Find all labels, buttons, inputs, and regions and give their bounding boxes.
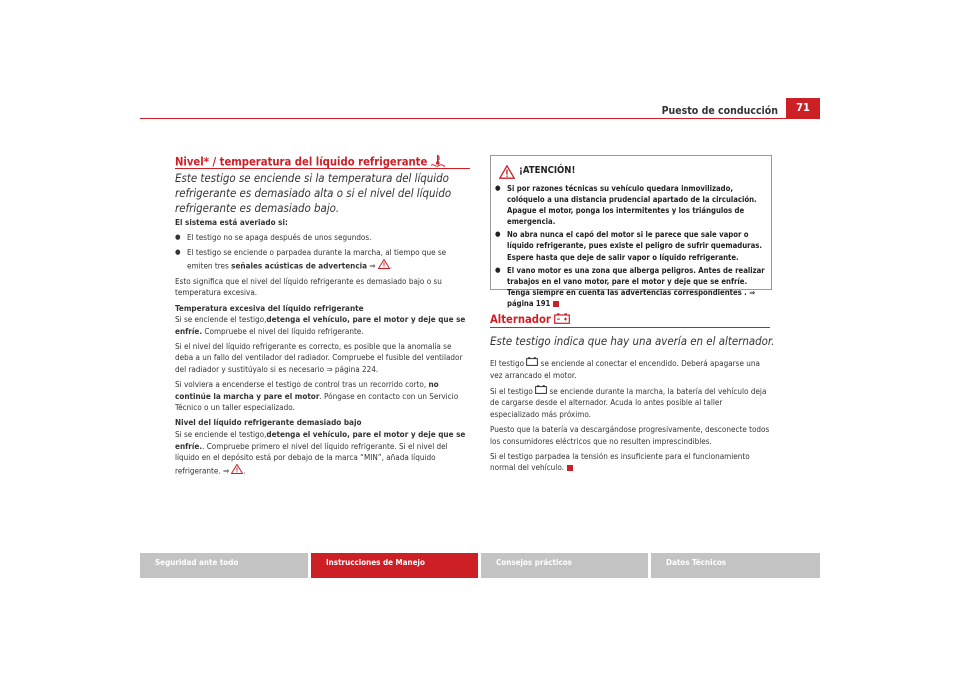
temp-text: Compruebe el nivel del líquido refrigerante. <box>202 325 364 336</box>
warning-triangle-icon <box>231 464 246 478</box>
again-paragraph <box>175 379 470 414</box>
warning-body <box>495 183 765 311</box>
alternator-text: El testigo <box>490 357 527 368</box>
temp-heading: Temperatura excesiva del líquido refrigerante <box>175 302 364 313</box>
nav-tab-datos[interactable]: Datos Técnicos <box>651 553 820 578</box>
alternator-paragraph: Puesto que la batería va descargándose progresivamente, desconecte todos los consumidores eléctricos que no resulten imprescindibles. <box>490 423 770 446</box>
section-title-coolant-text: Nivel* / temperatura del líquido refrigerante <box>175 155 428 169</box>
page-number: 71 <box>786 98 820 118</box>
battery-icon <box>526 357 538 370</box>
again-emphasis: no continúe la marcha y pare el motor <box>175 379 439 401</box>
warning-item: ● No abra nunca el capó del motor si le parece que sale vapor o líquido refrigerante, pues existe el peligro de sufrir quemaduras. Espere hasta que deje de salir vapor o líquido refrigerante. <box>495 229 765 262</box>
temp-text: Si se enciende el testigo, <box>175 314 267 325</box>
section-divider-alternator <box>490 327 770 328</box>
page-header-title: Puesto de conducción <box>661 105 778 117</box>
again-text: . Póngase en contacto con un Servicio Técnico o un taller especializado. <box>175 390 459 413</box>
alternator-intro: Este testigo indica que hay una avería en el alternador. <box>490 334 775 348</box>
bullet-item <box>175 247 470 272</box>
alternator-text: Si el testigo parpadea la tensión es insuficiente para el funcionamiento normal del vehículo. <box>490 450 750 473</box>
alternator-body <box>490 357 770 477</box>
coolant-body <box>175 217 470 481</box>
battery-icon <box>554 313 570 327</box>
alternator-paragraph <box>490 357 770 381</box>
alternator-text: Si el testigo <box>490 385 536 396</box>
low-text: Si se enciende el testigo, <box>175 429 267 439</box>
warning-title: ¡ATENCIÓN! <box>519 165 576 176</box>
nav-tab-instrucciones[interactable]: Instrucciones de Manejo <box>311 553 478 578</box>
alternator-paragraph <box>490 385 770 421</box>
section-divider-coolant <box>175 168 470 169</box>
temp-paragraph <box>175 314 470 337</box>
bullet-emphasis: señales acústicas de advertencia <box>231 260 368 271</box>
low-heading: Nivel del líquido refrigerante demasiado bajo <box>175 417 362 428</box>
meaning-paragraph: Esto significa que el nivel del líquido refrigerante es demasiado bajo o su temperatura excesiva. <box>175 275 442 298</box>
low-paragraph <box>175 429 470 477</box>
period: . <box>243 465 246 476</box>
section-title-alternator <box>490 313 570 327</box>
low-text: . Compruebe primero el nivel del líquido refrigerante. Si el nivel del líquido en el depósito está por debajo de la marca “MIN”, añada líquido refrigerante. ⇒ <box>175 440 448 476</box>
bullet-text: El testigo se enciende o parpadea durante la marcha, al tiempo que se emiten tres <box>187 247 447 271</box>
reference-arrow: ⇒ <box>369 260 376 271</box>
alternator-text: se enciende durante la marcha, la batería del vehículo deja de cargarse desde el alternador. Acuda lo antes posible al taller especializado más próximo. <box>490 385 767 419</box>
temp-emphasis: detenga el vehículo, pare el motor y deje que se enfríe. <box>175 314 466 336</box>
warning-item: ● Si por razones técnicas su vehículo quedara inmovilizado, colóquelo a una distancia prudencial apartado de la circulación. Apague el motor, ponga los intermitentes y los triángulos de emergencia. <box>495 183 765 227</box>
low-emphasis: detenga el vehículo, pare el motor y deje que se enfríe. <box>175 429 466 451</box>
battery-icon <box>535 385 547 398</box>
warning-triangle-icon <box>499 164 515 183</box>
end-marker-icon <box>567 465 573 471</box>
nav-tab-seguridad[interactable]: Seguridad ante todo <box>140 553 308 578</box>
warning-item <box>495 265 765 309</box>
section-title-alternator-text: Alternador <box>490 313 551 326</box>
warning-item-text: El vano motor es una zona que alberga peligros. Antes de realizar trabajos en el vano motor, pare el motor y deje que se enfríe. Tenga siempre en cuenta las advertencias correspondientes . ⇒ página 191 <box>507 265 765 308</box>
warning-triangle-icon <box>378 259 393 273</box>
nav-tab-consejos[interactable]: Consejos prácticos <box>481 553 648 578</box>
coolant-intro: Este testigo se enciende si la temperatura del líquido refrigerante es demasiado alta o si el nivel del líquido refrigerante es demasiado bajo. <box>175 171 452 215</box>
alternator-text: se enciende al conectar el encendido. Deberá apagarse una vez arrancado el motor. <box>490 357 760 380</box>
fan-paragraph: Si el nivel del líquido refrigerante es correcto, es posible que la anomalía se deba a un fallo del ventilador del radiador. Compruebe el fusible del ventilador del radiador y sustitúyalo si es necesario ⇒ página 224. <box>175 340 463 375</box>
warning-box <box>490 155 772 308</box>
period: . <box>389 260 393 271</box>
system-failure-heading: El sistema está averiado si: <box>175 217 288 227</box>
alternator-paragraph <box>490 451 770 474</box>
bullet-item: ● El testigo no se apaga después de unos segundos. <box>175 232 470 244</box>
end-marker-icon <box>553 301 559 307</box>
header-divider <box>140 118 820 119</box>
again-text: Si volviera a encenderse el testigo de control tras un recorrido corto, <box>175 379 429 390</box>
